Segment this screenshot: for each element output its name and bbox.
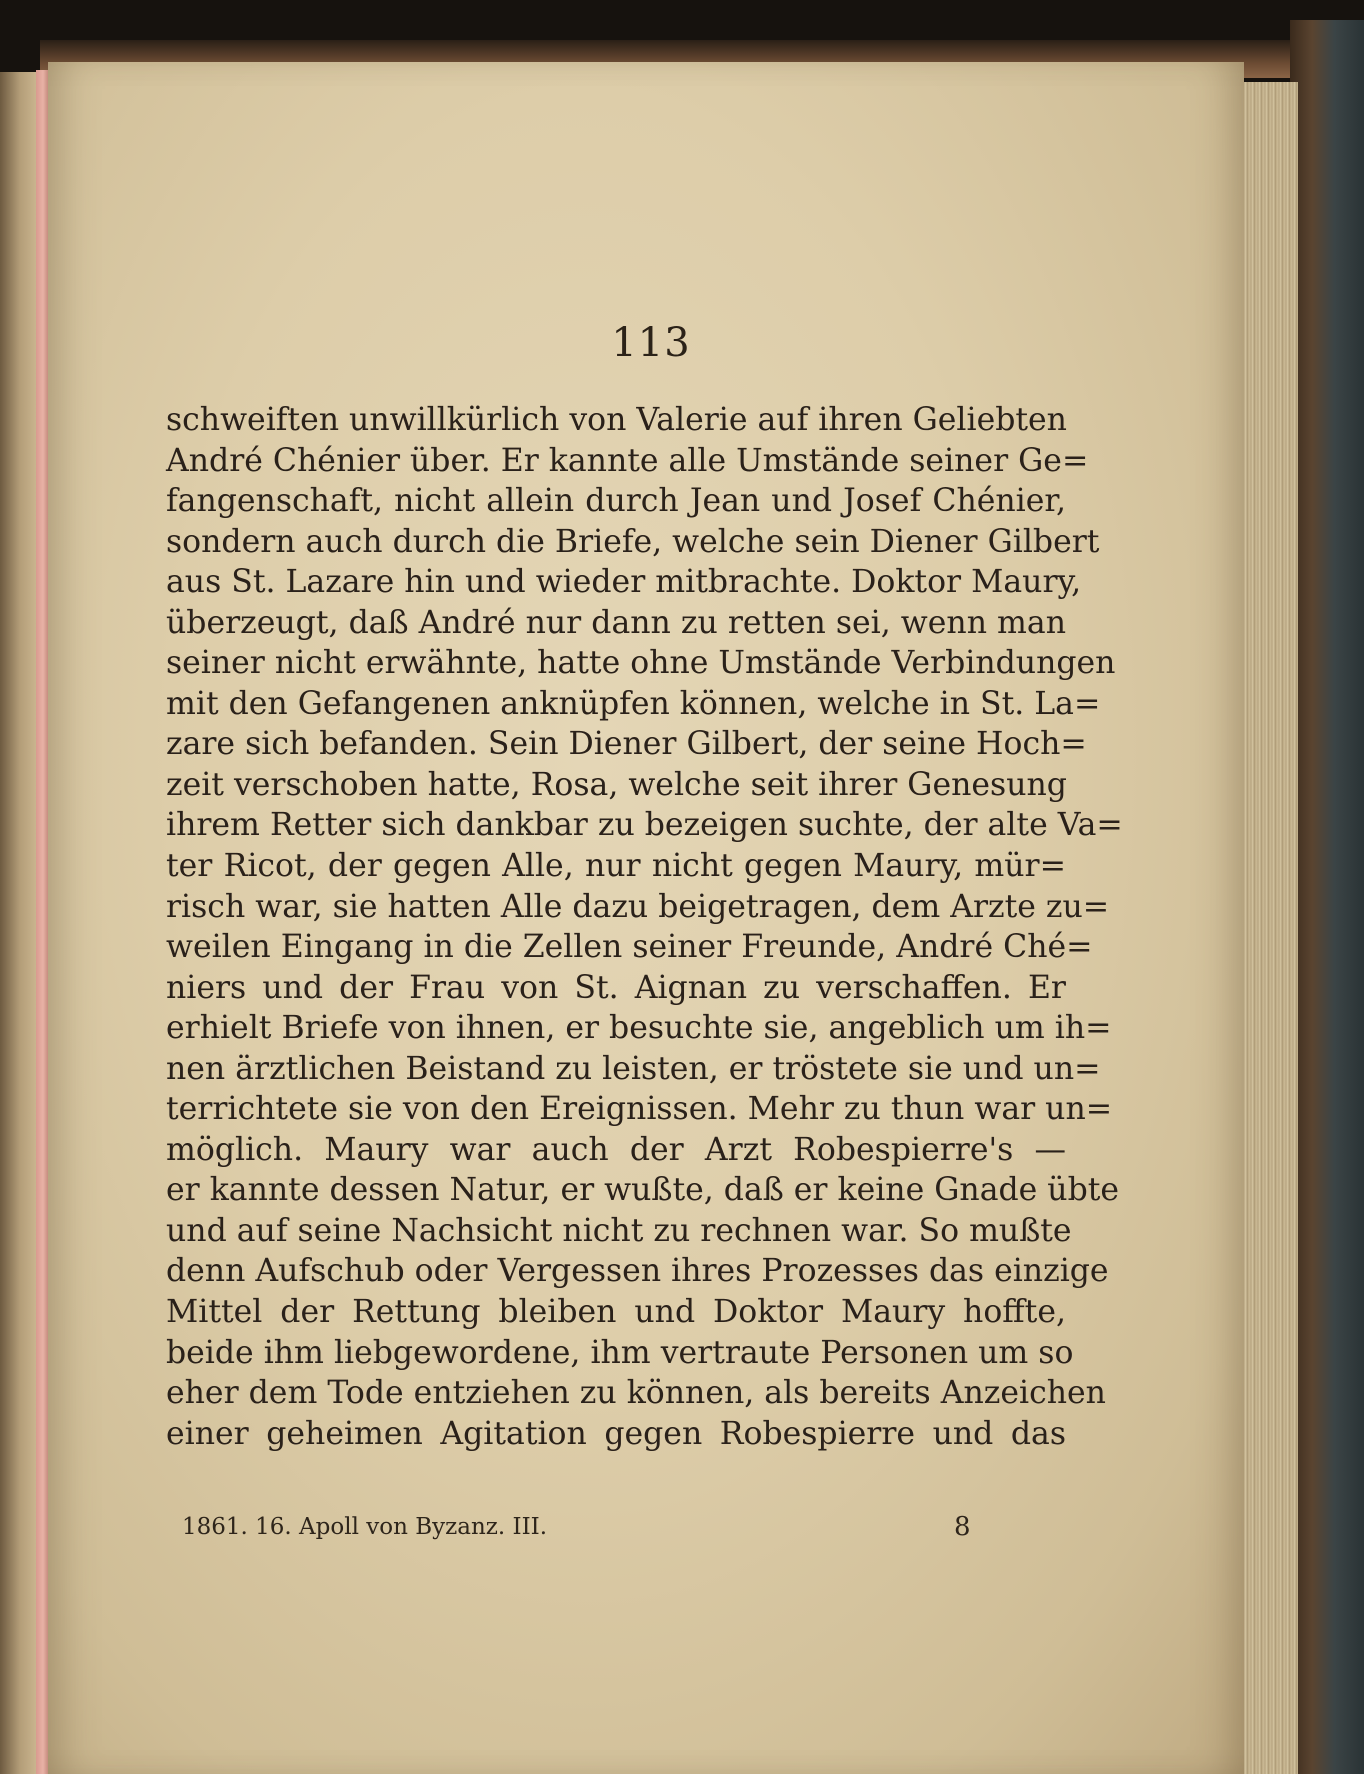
footer-imprint: 1861. 16. Apoll von Byzanz. III. (182, 1514, 548, 1540)
text-line: er kannte dessen Natur, er wußte, daß er keine Gnade übte (166, 1172, 1120, 1209)
text-line: niers und der Frau von St. Aignan zu verschaffen. Er (166, 969, 1066, 1006)
page-number: 113 (611, 320, 691, 366)
book-cover-right-edge (1290, 20, 1364, 1774)
text-line: überzeugt, daß André nur dann zu retten sei, wenn man (166, 604, 1066, 641)
body-text (166, 400, 1123, 1454)
text-line: und auf seine Nachsicht nicht zu rechnen war. So mußte (166, 1212, 1072, 1249)
previous-page-edge (0, 72, 36, 1774)
text-line: denn Aufschub oder Vergessen ihres Prozesses das einzige (166, 1253, 1109, 1290)
footer-signature-mark: 8 (954, 1512, 971, 1542)
text-line: eher dem Tode entziehen zu können, als bereits Anzeichen (166, 1375, 1106, 1412)
text-line: schweiften unwillkürlich von Valerie auf ihren Geliebten (166, 402, 1067, 438)
text-line: ihrem Retter sich dankbar zu bezeigen suchte, der alte Va= (166, 807, 1123, 844)
text-line: aus St. Lazare hin und wieder mitbrachte. Doktor Maury, (166, 564, 1082, 601)
text-line: nen ärztlichen Beistand zu leisten, er tröstete sie und un= (166, 1050, 1101, 1087)
book-page (48, 62, 1244, 1774)
text-line: weilen Eingang in die Zellen seiner Freunde, André Ché= (166, 929, 1093, 966)
text-line: Mittel der Rettung bleiben und Doktor Maury hoffte, (166, 1294, 1066, 1331)
text-line: möglich. Maury war auch der Arzt Robespierre's — (166, 1131, 1066, 1168)
page-footer (168, 1514, 988, 1554)
text-line: seiner nicht erwähnte, hatte ohne Umstände Verbindungen (166, 645, 1116, 682)
text-line: erhielt Briefe von ihnen, er besuchte sie, angeblich um ih= (166, 1010, 1112, 1047)
text-line: André Chénier über. Er kannte alle Umstände seiner Ge= (166, 442, 1089, 479)
text-line: zeit verschoben hatte, Rosa, welche seit ihrer Genesung (166, 766, 1067, 803)
text-line: risch war, sie hatten Alle dazu beigetragen, dem Arzte zu= (166, 888, 1110, 925)
text-line: ter Ricot, der gegen Alle, nur nicht gegen Maury, mür= (166, 848, 1066, 885)
text-line: einer geheimen Agitation gegen Robespierre und das (166, 1415, 1066, 1452)
text-line: beide ihm liebgewordene, ihm vertraute Personen um so (166, 1334, 1074, 1371)
text-line: terrichtete sie von den Ereignissen. Mehr zu thun war un= (166, 1091, 1113, 1128)
text-line: sondern auch durch die Briefe, welche sein Diener Gilbert (166, 523, 1100, 560)
text-line: zare sich befanden. Sein Diener Gilbert, der seine Hoch= (166, 726, 1087, 763)
text-line: fangenschaft, nicht allein durch Jean und Josef Chénier, (166, 483, 1066, 520)
text-line: mit den Gefangenen anknüpfen können, welche in St. La= (166, 685, 1101, 722)
